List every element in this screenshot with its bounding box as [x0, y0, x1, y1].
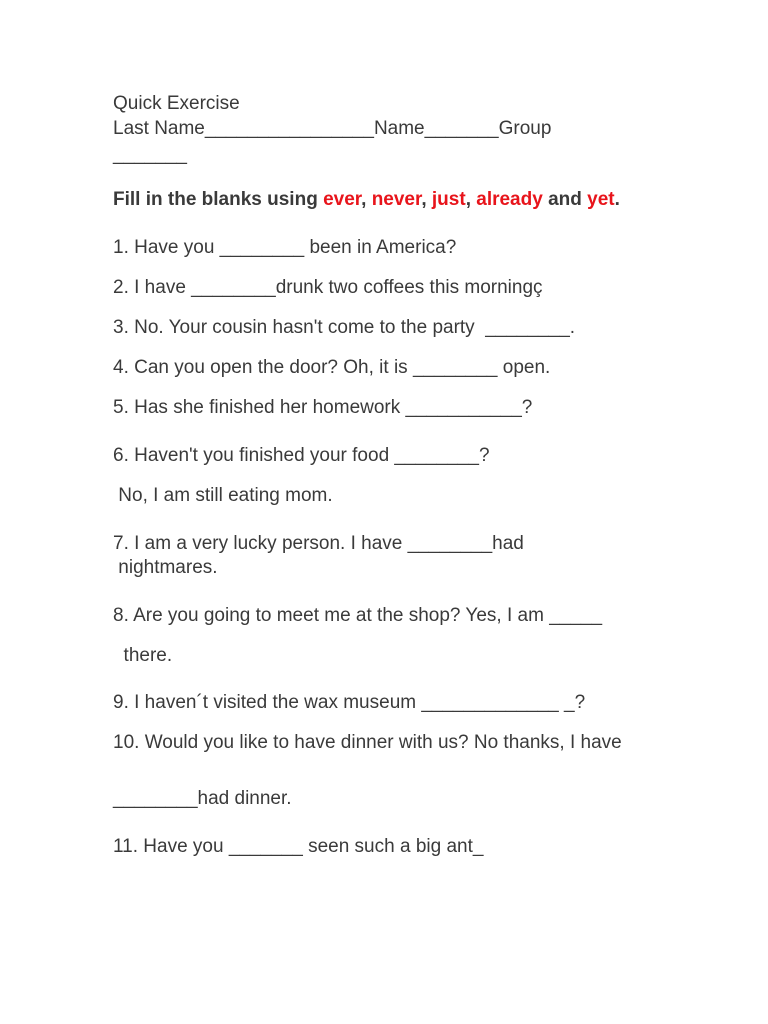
keyword-already: already — [476, 189, 543, 210]
instruction-line — [113, 188, 620, 212]
question-2: 2. I have ________drunk two coffees this morningç — [113, 277, 543, 298]
name-group-line: Last Name________________Name_______Group — [113, 118, 552, 139]
instruction-separator: , — [421, 189, 432, 210]
question-8-continued: there. — [113, 645, 173, 666]
instruction-separator: , — [465, 189, 477, 210]
worksheet-title: Quick Exercise — [113, 93, 240, 114]
keyword-ever: ever — [323, 189, 362, 210]
question-10: 10. Would you like to have dinner with us? No thanks, I have — [113, 732, 622, 753]
question-6-answer: No, I am still eating mom. — [113, 485, 333, 506]
keyword-just: just — [431, 189, 466, 210]
keyword-never: never — [371, 189, 422, 210]
group-blank: _______ — [113, 144, 187, 165]
question-7: 7. I am a very lucky person. I have ________had — [113, 533, 524, 554]
instruction-separator: , — [361, 189, 372, 210]
question-11: 11. Have you _______ seen such a big ant_ — [113, 836, 484, 857]
instruction-prefix: Fill in the blanks using — [113, 189, 324, 210]
question-6: 6. Haven't you finished your food ________? — [113, 445, 490, 466]
question-7-continued: nightmares. — [113, 557, 218, 578]
instruction-end: . — [614, 189, 620, 210]
question-8: 8. Are you going to meet me at the shop? Yes, I am _____ — [113, 605, 603, 626]
question-1: 1. Have you ________ been in America? — [113, 237, 457, 258]
question-5: 5. Has she finished her homework ___________? — [113, 397, 533, 418]
question-10-continued: ________had dinner. — [113, 788, 292, 809]
instruction-and: and — [542, 189, 588, 210]
question-3: 3. No. Your cousin hasn't come to the party ________. — [113, 317, 576, 338]
question-9: 9. I haven´t visited the wax museum _____________ _? — [113, 692, 586, 713]
keyword-yet: yet — [587, 189, 615, 210]
question-4: 4. Can you open the door? Oh, it is ________ open. — [113, 357, 551, 378]
